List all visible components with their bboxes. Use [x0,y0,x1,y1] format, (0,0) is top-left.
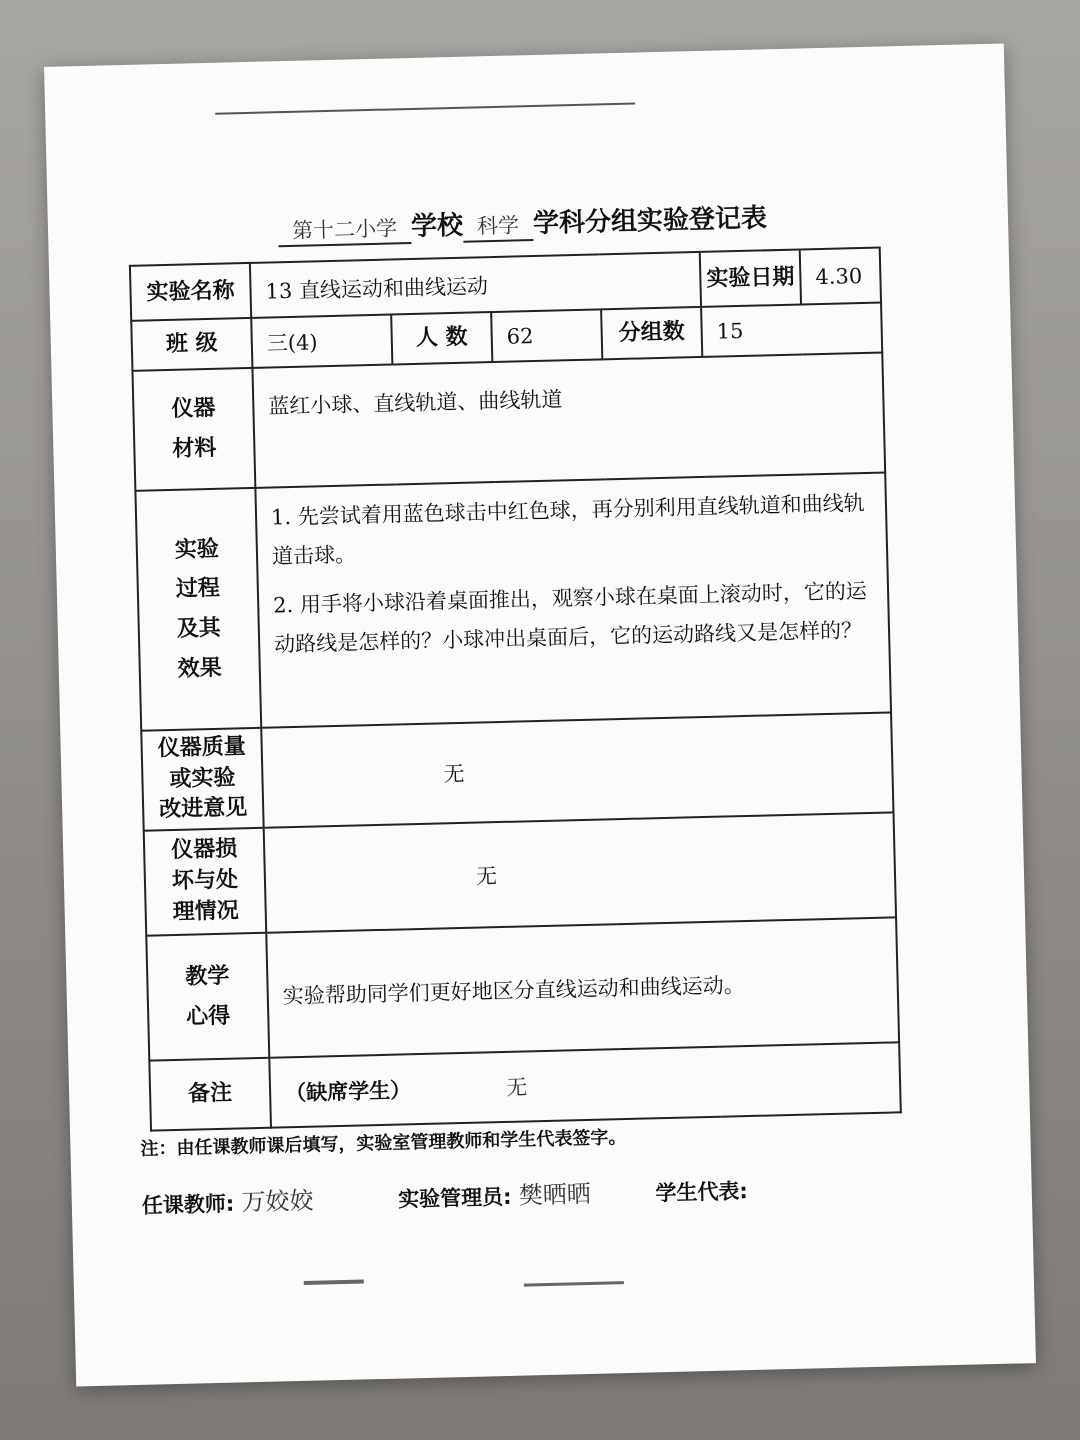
materials-label-line1: 仪器 [171,396,216,423]
reflection-value: 实验帮助同学们更好地区分直线运动和曲线运动。 [266,917,899,1057]
exp-name-value: 13 直线运动和曲线运动 [250,252,701,318]
process-label-line1: 实验 [174,536,220,563]
remarks-cell [269,1042,901,1127]
exp-name-label: 实验名称 [130,263,251,321]
damage-label [144,828,267,936]
teacher-label: 任课教师: [141,1191,235,1218]
school-name-handwritten: 第十二小学 [278,212,412,247]
process-label [135,488,261,731]
process-step-2: 2. 用手将小球沿着桌面推出，观察小球在桌面上滚动时，它的运动路线是怎样的？小球冲出桌面后，它的运动路线又是怎样的？ [272,578,868,657]
remarks-label: 备注 [149,1058,271,1131]
remarks-prefix: （缺席学生） [284,1078,412,1106]
exp-date-label: 实验日期 [700,250,801,307]
process-label-line4: 效果 [177,655,223,682]
experiment-register-table [129,247,902,1132]
damage-label-line2: 坏与处 [171,867,239,895]
school-label: 学校 [410,210,464,243]
people-label: 人 数 [391,312,492,364]
quality-value: 无 [261,712,893,827]
lab-admin-label: 实验管理员: [397,1184,512,1212]
process-label-line3: 及其 [176,615,222,642]
class-label: 班 级 [131,318,252,371]
groups-label: 分组数 [601,307,702,359]
remarks-value: 无 [505,1075,528,1100]
damage-label-line1: 仪器损 [170,836,238,864]
title-rest: 学科分组实验登记表 [532,203,768,240]
student-rep-label: 学生代表: [655,1179,749,1206]
materials-label-line2: 材料 [172,435,217,462]
damage-label-line3: 理情况 [172,898,239,925]
reflection-label-line1: 教学 [184,963,230,990]
class-value: 三(4) [251,315,392,368]
subject-handwritten: 科学 [463,209,534,243]
materials-value: 蓝红小球、直线轨道、曲线轨道 [252,353,885,488]
exp-date-value: 4.30 [800,248,881,305]
quality-label [141,728,263,831]
people-value: 62 [491,309,602,362]
process-label-line2: 过程 [175,576,221,603]
smudge-mark [524,1281,624,1286]
materials-label [132,368,255,491]
signature-row [141,1165,962,1220]
footnote: 注：由任课教师课后填写，实验室管理教师和学生代表签字。 [140,1127,627,1160]
damage-value: 无 [264,812,896,932]
groups-value: 15 [701,303,882,357]
quality-label-line1: 仪器质量 [157,734,246,762]
top-rule [215,102,635,114]
reflection-label [146,933,269,1061]
quality-label-line2: 或实验 [169,765,236,792]
form-title [278,197,768,247]
smudge-mark [304,1279,364,1284]
lab-admin-signature: 樊晒晒 [518,1179,592,1210]
reflection-label-line2: 心得 [185,1003,231,1030]
process-step-1: 1. 先尝试着用蓝色球击中红色球，再分别利用直线轨道和曲线轨道击球。 [270,491,865,569]
paper-sheet [44,43,1036,1386]
process-value [255,472,891,727]
teacher-signature: 万姣姣 [241,1186,314,1217]
quality-label-line3: 改进意见 [158,795,248,823]
